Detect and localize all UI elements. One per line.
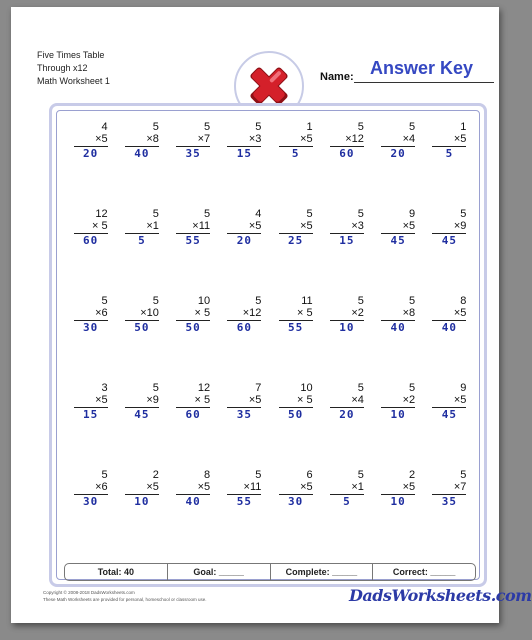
multiplication-problem [381,295,415,382]
problem-answer: 5 [291,147,300,160]
problem-cell [116,208,167,295]
problem-cell [424,121,475,208]
problem-multiplier: ×5 [453,133,467,145]
problems-inner-border [56,110,480,580]
problem-top-number: 5 [460,208,467,220]
problem-answer: 40 [390,321,406,334]
title-line-2: Through x12 [37,63,88,73]
problem-cell [116,121,167,208]
problem-answer: 55 [185,234,201,247]
problem-top-number: 10 [197,295,211,307]
problem-multiplier: ×6 [95,307,108,319]
problem-cell [116,295,167,382]
problem-answer: 30 [288,495,304,508]
multiplication-problem [176,121,210,208]
problem-top-number: 11 [301,295,313,307]
worksheet-title [37,49,110,88]
problem-top-number: 8 [460,295,467,307]
problem-answer: 10 [339,321,355,334]
problem-top-number: 5 [409,121,416,133]
problem-multiplier: ×8 [146,133,159,145]
problem-cell [219,295,270,382]
problem-answer: 55 [236,495,252,508]
problem-top-number: 9 [409,208,416,220]
problem-cell [65,208,116,295]
multiplication-problem [176,469,210,556]
problem-answer: 60 [83,234,99,247]
problem-top-number: 7 [255,382,262,394]
problem-multiplier: ×2 [402,394,416,406]
problems-frame [49,103,487,587]
problem-answer: 40 [441,321,457,334]
problem-answer: 35 [236,408,252,421]
name-underline [354,82,494,83]
problem-answer: 35 [185,147,201,160]
problem-answer: 45 [134,408,150,421]
problem-cell [270,208,321,295]
problem-answer: 30 [83,321,99,334]
problem-top-number: 10 [300,382,313,394]
problem-multiplier: ×1 [146,220,159,232]
problem-multiplier: ×5 [300,133,313,145]
problem-multiplier: ×5 [248,394,262,406]
problem-answer: 50 [134,321,150,334]
title-line-3: Math Worksheet 1 [37,76,110,86]
problem-answer: 5 [138,234,146,247]
usage-note: These Math Worksheets are provided for personal, homeschool or classroom use. [43,597,207,602]
problems-grid [65,121,475,556]
problem-answer: 45 [441,234,457,247]
multiplication-problem [176,208,210,295]
problem-top-number: 5 [357,469,364,481]
problem-cell [168,382,219,469]
problem-top-number: 12 [95,208,108,220]
problem-multiplier: ×9 [146,394,159,406]
problem-multiplier: ×3 [351,220,364,232]
problem-top-number: 5 [357,121,364,133]
problem-cell [168,295,219,382]
problem-top-number: 5 [204,121,211,133]
problem-answer: 10 [134,495,150,508]
answer-key-label: Answer Key [370,58,474,78]
problem-cell [424,295,475,382]
problem-multiplier: × 5 [194,394,211,406]
name-field[interactable] [320,60,498,84]
problem-top-number: 5 [357,208,364,220]
problem-multiplier: ×7 [197,133,211,145]
problem-multiplier: × 5 [297,307,313,319]
problem-multiplier: ×6 [95,481,108,493]
problem-top-number: 5 [409,295,416,307]
problem-top-number: 5 [357,382,364,394]
multiplication-problem [279,295,313,382]
copyright-text: Copyright © 2008-2018 DadsWorksheets.com [43,590,135,595]
problem-cell [321,469,372,556]
multiplication-problem [125,469,159,556]
problem-cell [321,208,372,295]
problem-multiplier: ×12 [345,133,364,145]
problem-cell [219,208,270,295]
problem-multiplier: × 5 [92,220,108,232]
problem-top-number: 12 [197,382,211,394]
problem-cell [65,382,116,469]
problem-answer: 20 [339,408,355,421]
multiplication-problem [432,208,466,295]
problem-cell [424,469,475,556]
problem-multiplier: ×3 [248,133,262,145]
problem-cell [373,208,424,295]
multiplication-problem [227,469,261,556]
problem-cell [270,295,321,382]
problem-multiplier: ×5 [146,481,159,493]
multiplication-problem [330,208,364,295]
problem-top-number: 8 [204,469,211,481]
multiplication-problem [74,382,108,469]
multiplication-problem [227,295,261,382]
brand-logo[interactable]: DadsWorksheets.com [349,586,532,605]
problem-top-number: 9 [460,382,467,394]
problem-multiplier: ×5 [300,481,313,493]
problem-multiplier: ×1 [351,481,364,493]
multiplication-problem [381,469,415,556]
problem-top-number: 5 [101,295,108,307]
problem-answer: 60 [236,321,252,334]
problem-answer: 50 [288,408,304,421]
problem-cell [219,121,270,208]
problem-answer: 15 [83,408,99,421]
problem-cell [424,208,475,295]
problem-answer: 15 [339,234,355,247]
multiplication-problem [227,382,261,469]
problem-cell [116,469,167,556]
problem-cell [65,295,116,382]
problem-multiplier: ×5 [402,220,416,232]
problem-answer: 5 [445,147,454,160]
worksheet-page [11,7,532,623]
complete-field[interactable]: Complete: _____ [270,564,373,580]
problem-top-number: 5 [152,208,159,220]
problem-cell [168,121,219,208]
problem-multiplier: ×8 [402,307,416,319]
problem-top-number: 5 [255,295,262,307]
problem-multiplier: ×9 [453,220,467,232]
problem-cell [219,382,270,469]
problem-top-number: 5 [306,208,313,220]
problem-top-number: 5 [357,295,364,307]
problem-cell [321,295,372,382]
problem-top-number: 5 [255,121,262,133]
problem-answer: 35 [441,495,457,508]
problem-answer: 10 [390,495,406,508]
problem-cell [373,469,424,556]
multiplication-problem [432,469,466,556]
correct-field[interactable]: Correct: _____ [372,564,475,580]
title-line-1: Five Times Table [37,50,105,60]
problem-multiplier: ×11 [243,481,262,493]
multiplication-problem [381,208,415,295]
problem-answer: 50 [185,321,201,334]
problem-top-number: 5 [101,469,108,481]
problem-cell [270,469,321,556]
problem-multiplier: ×5 [95,394,108,406]
problem-answer: 55 [288,321,304,334]
problem-row [65,382,475,469]
multiplication-problem [227,121,261,208]
problem-top-number: 6 [306,469,313,481]
problem-multiplier: ×5 [453,394,467,406]
multiplication-problem [330,295,364,382]
problem-top-number: 4 [101,121,108,133]
multiplication-problem [432,295,466,382]
multiplication-problem [74,295,108,382]
problem-multiplier: × 5 [194,307,211,319]
multiplication-problem [279,121,313,208]
problem-answer: 20 [390,147,406,160]
total-count: Total: 40 [97,567,135,577]
problem-multiplier: ×4 [402,133,416,145]
problem-answer: 25 [288,234,304,247]
problem-cell [373,121,424,208]
problem-top-number: 5 [460,469,467,481]
problem-top-number: 5 [255,469,262,481]
problem-cell [116,382,167,469]
problem-row [65,295,475,382]
problem-multiplier: ×4 [351,394,364,406]
problem-row [65,121,475,208]
problem-top-number: 5 [152,295,159,307]
multiplication-problem [74,208,108,295]
problem-multiplier: ×5 [402,481,416,493]
multiplication-problem [279,382,313,469]
problem-row [65,469,475,556]
problem-cell [321,382,372,469]
problem-multiplier: ×5 [248,220,262,232]
problem-multiplier: ×7 [453,481,467,493]
problem-multiplier: ×5 [300,220,313,232]
problem-multiplier: ×11 [192,220,211,232]
problem-answer: 15 [236,147,252,160]
problem-answer: 60 [339,147,355,160]
multiplication-problem [330,382,364,469]
multiplication-problem [125,208,159,295]
multiplication-problem [74,469,108,556]
problem-top-number: 5 [204,208,211,220]
problem-top-number: 1 [460,121,467,133]
problem-answer: 30 [83,495,99,508]
multiplication-problem [125,295,159,382]
problem-cell [424,382,475,469]
problem-cell [270,382,321,469]
problem-answer: 45 [441,408,457,421]
multiplication-problem [279,469,313,556]
problem-top-number: 2 [409,469,416,481]
problem-answer: 10 [390,408,406,421]
footer-copyright [43,589,207,603]
problem-cell [65,121,116,208]
multiplication-problem [176,382,210,469]
multiplication-problem [381,382,415,469]
problem-top-number: 1 [306,121,313,133]
problem-multiplier: ×2 [351,307,364,319]
multiplication-problem [279,208,313,295]
problem-row [65,208,475,295]
multiplication-problem [125,121,159,208]
problem-cell [168,469,219,556]
problem-cell [373,382,424,469]
multiplication-problem [74,121,108,208]
multiplication-problem [432,382,466,469]
problem-cell [270,121,321,208]
problem-answer: 45 [390,234,406,247]
problem-answer: 40 [185,495,201,508]
goal-field[interactable]: Goal: _____ [167,564,270,580]
problem-top-number: 3 [101,382,108,394]
problem-answer: 5 [343,495,351,508]
multiplication-problem [432,121,466,208]
problem-answer: 20 [83,147,99,160]
problem-cell [373,295,424,382]
problem-multiplier: ×12 [242,307,262,319]
multiplication-problem [125,382,159,469]
multiplication-problem [381,121,415,208]
problem-answer: 60 [185,408,201,421]
problem-answer: 20 [236,234,252,247]
problem-cell [219,469,270,556]
problem-cell [65,469,116,556]
multiplication-problem [227,208,261,295]
problem-top-number: 2 [152,469,159,481]
problem-multiplier: × 5 [297,394,313,406]
multiplication-problem [330,121,364,208]
multiplication-problem [176,295,210,382]
problem-cell [321,121,372,208]
multiplication-problem [330,469,364,556]
problem-top-number: 5 [152,121,159,133]
problem-top-number: 5 [152,382,159,394]
problem-top-number: 5 [409,382,416,394]
problem-multiplier: ×5 [197,481,211,493]
problem-answer: 40 [134,147,150,160]
problem-multiplier: ×10 [140,307,159,319]
problem-top-number: 4 [255,208,262,220]
summary-bar [64,563,476,581]
problem-multiplier: ×5 [95,133,108,145]
problem-multiplier: ×5 [453,307,467,319]
name-label: Name: [320,71,354,83]
problem-cell [168,208,219,295]
